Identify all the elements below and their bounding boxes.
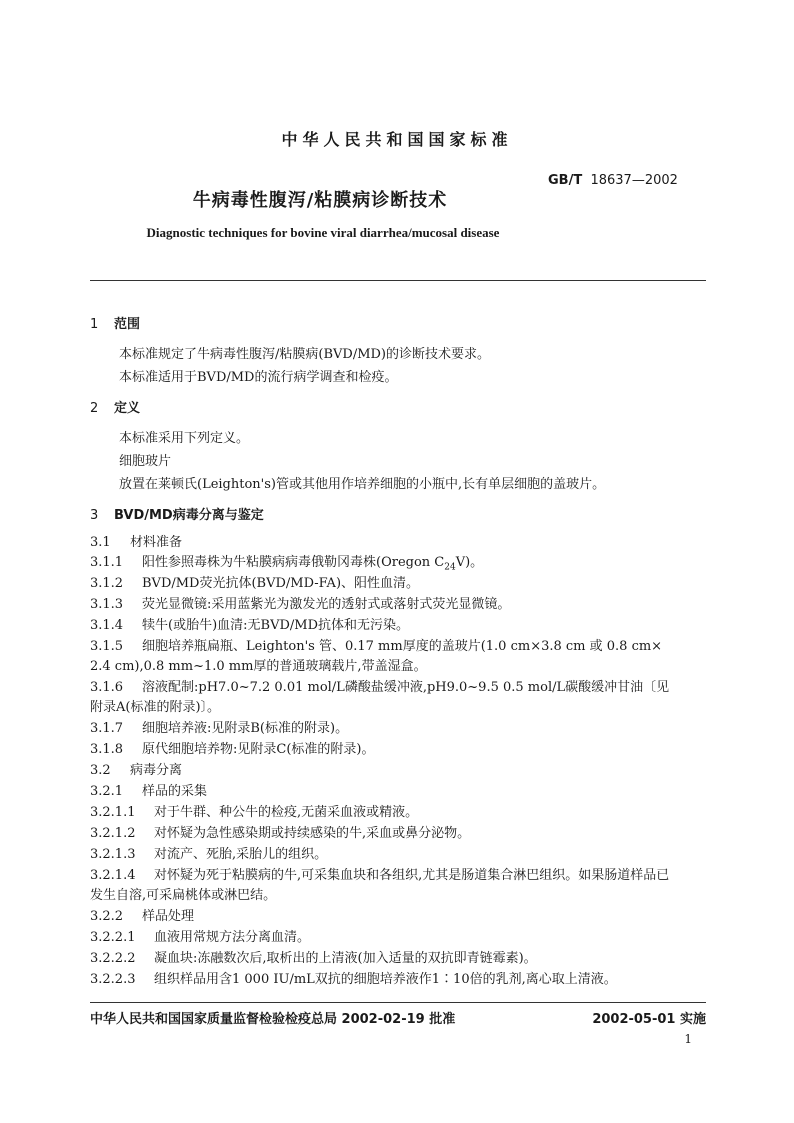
standard-prefix: GB/T [548, 173, 583, 188]
national-standard-title: 中华人民共和国国家标准 [281, 130, 513, 149]
clause-3-1-8: 3.1.8 原代细胞培养物:见附录C(标准的附录)。 [90, 742, 375, 757]
section-heading-1 [90, 316, 140, 334]
section-title: 范围 [114, 317, 141, 332]
clause-3-2-2-3 [90, 971, 617, 989]
term: 细胞玻片 [119, 454, 172, 469]
document-title-zh: 牛病毒性腹泻/粘膜病诊断技术 [192, 190, 448, 211]
clause-3-1-6: 3.1.6 溶液配制:pH7.0~7.2 0.01 mol/L磷酸盐缓冲液,pH9.0~9.5 0.5 mol/L碳酸缓冲甘油〔见 [90, 680, 670, 695]
footer-divider [90, 1002, 706, 1003]
implementation-date: 2002-05-01 实施 [592, 1012, 706, 1027]
clause-3-2-2-2 [90, 950, 537, 968]
clause-3-2-1: 3.2.1 样品的采集 [90, 784, 208, 799]
page-number: 1 [684, 1032, 692, 1046]
clause-3-1-5-cont: 2.4 cm),0.8 mm~1.0 mm厚的普通玻璃载片,带盖湿盒。 [90, 659, 427, 674]
section-number: 1 [90, 317, 99, 332]
clause-text: 组织样品用含1 000 IU/mL双抗的细胞培养液作1∶10倍的乳剂,离心取上清液。 [154, 972, 617, 987]
clause-3-2-1-2: 3.2.1.2 对怀疑为急性感染期或持续感染的牛,采血或鼻分泌物。 [90, 826, 471, 841]
clause-3-1-5: 3.1.5 细胞培养瓶扁瓶、Leighton's 管、0.17 mm厚度的盖玻片(1.0 cm×3.8 cm 或 0.8 cm× [90, 639, 663, 654]
clause-3-1: 3.1 材料准备 [90, 535, 183, 550]
section-title: BVD/MD病毒分离与鉴定 [114, 508, 264, 523]
clause-3-2-2-1: 3.2.2.1 血液用常规方法分离血清。 [90, 930, 311, 945]
section-heading-3 [90, 507, 264, 525]
document-title-en: Diagnostic techniques for bovine viral diarrhea/mucosal disease [146, 225, 500, 240]
section-title: 定义 [114, 401, 141, 416]
clause-3-1-7: 3.1.7 细胞培养液:见附录B(标准的附录)。 [90, 721, 349, 736]
clause-3-1-6-cont: 附录A(标准的附录)〕。 [90, 700, 221, 715]
clause-text: 凝血块:冻融数次后,取析出的上清液(加入适量的双抗即青链霉素)。 [154, 951, 537, 966]
clause-3-2-1-4: 3.2.1.4 对怀疑为死于粘膜病的牛,可采集血块和各组织,尤其是肠道集合淋巴组织。如果肠道样品已 [90, 868, 670, 883]
clause-3-2-1-4-cont: 发生自溶,可采扁桃体或淋巴结。 [90, 888, 277, 903]
section-heading-2 [90, 400, 140, 418]
clause-3-1-3: 3.1.3 荧光显微镜:采用蓝紫光为激发光的透射式或落射式荧光显微镜。 [90, 597, 511, 612]
clause-3-1-1: 3.1.1 阳性参照毒株为牛粘膜病病毒俄勒冈毒株(Oregon $C_{24}V$)。 [90, 555, 484, 573]
clause-3-2-1-3: 3.2.1.3 对流产、死胎,采胎儿的组织。 [90, 847, 328, 862]
paragraph: 本标准规定了牛病毒性腹泻/粘膜病(BVD/MD)的诊断技术要求。 [119, 347, 491, 362]
clause-3-2: 3.2 病毒分离 [90, 763, 183, 778]
clause-3-2-1-1: 3.2.1.1 对于牛群、种公牛的检疫,无菌采血液或精液。 [90, 805, 419, 820]
definition: 放置在莱顿氏(Leighton's)管或其他用作培养细胞的小瓶中,长有单层细胞的盖玻片。 [119, 477, 606, 492]
section-number: 2 [90, 401, 99, 416]
clause-3-1-2: 3.1.2 BVD/MD荧光抗体(BVD/MD-FA)、阳性血清。 [90, 576, 420, 591]
clause-3-1-4: 3.1.4 犊牛(或胎牛)血清:无BVD/MD抗体和无污染。 [90, 618, 410, 633]
paragraph: 本标准采用下列定义。 [119, 431, 250, 446]
header-divider [90, 280, 706, 281]
clause-number: 3.2.2.2 [90, 951, 136, 966]
clause-number: 3.2.2.3 [90, 972, 136, 987]
approval-line: 中华人民共和国国家质量监督检验检疫总局 2002-02-19 批准 [90, 1012, 456, 1027]
standard-code: 18637—2002 [590, 173, 678, 188]
paragraph: 本标准适用于BVD/MD的流行病学调查和检疫。 [119, 370, 398, 385]
clause-3-2-2: 3.2.2 样品处理 [90, 909, 195, 924]
section-number: 3 [90, 508, 99, 523]
